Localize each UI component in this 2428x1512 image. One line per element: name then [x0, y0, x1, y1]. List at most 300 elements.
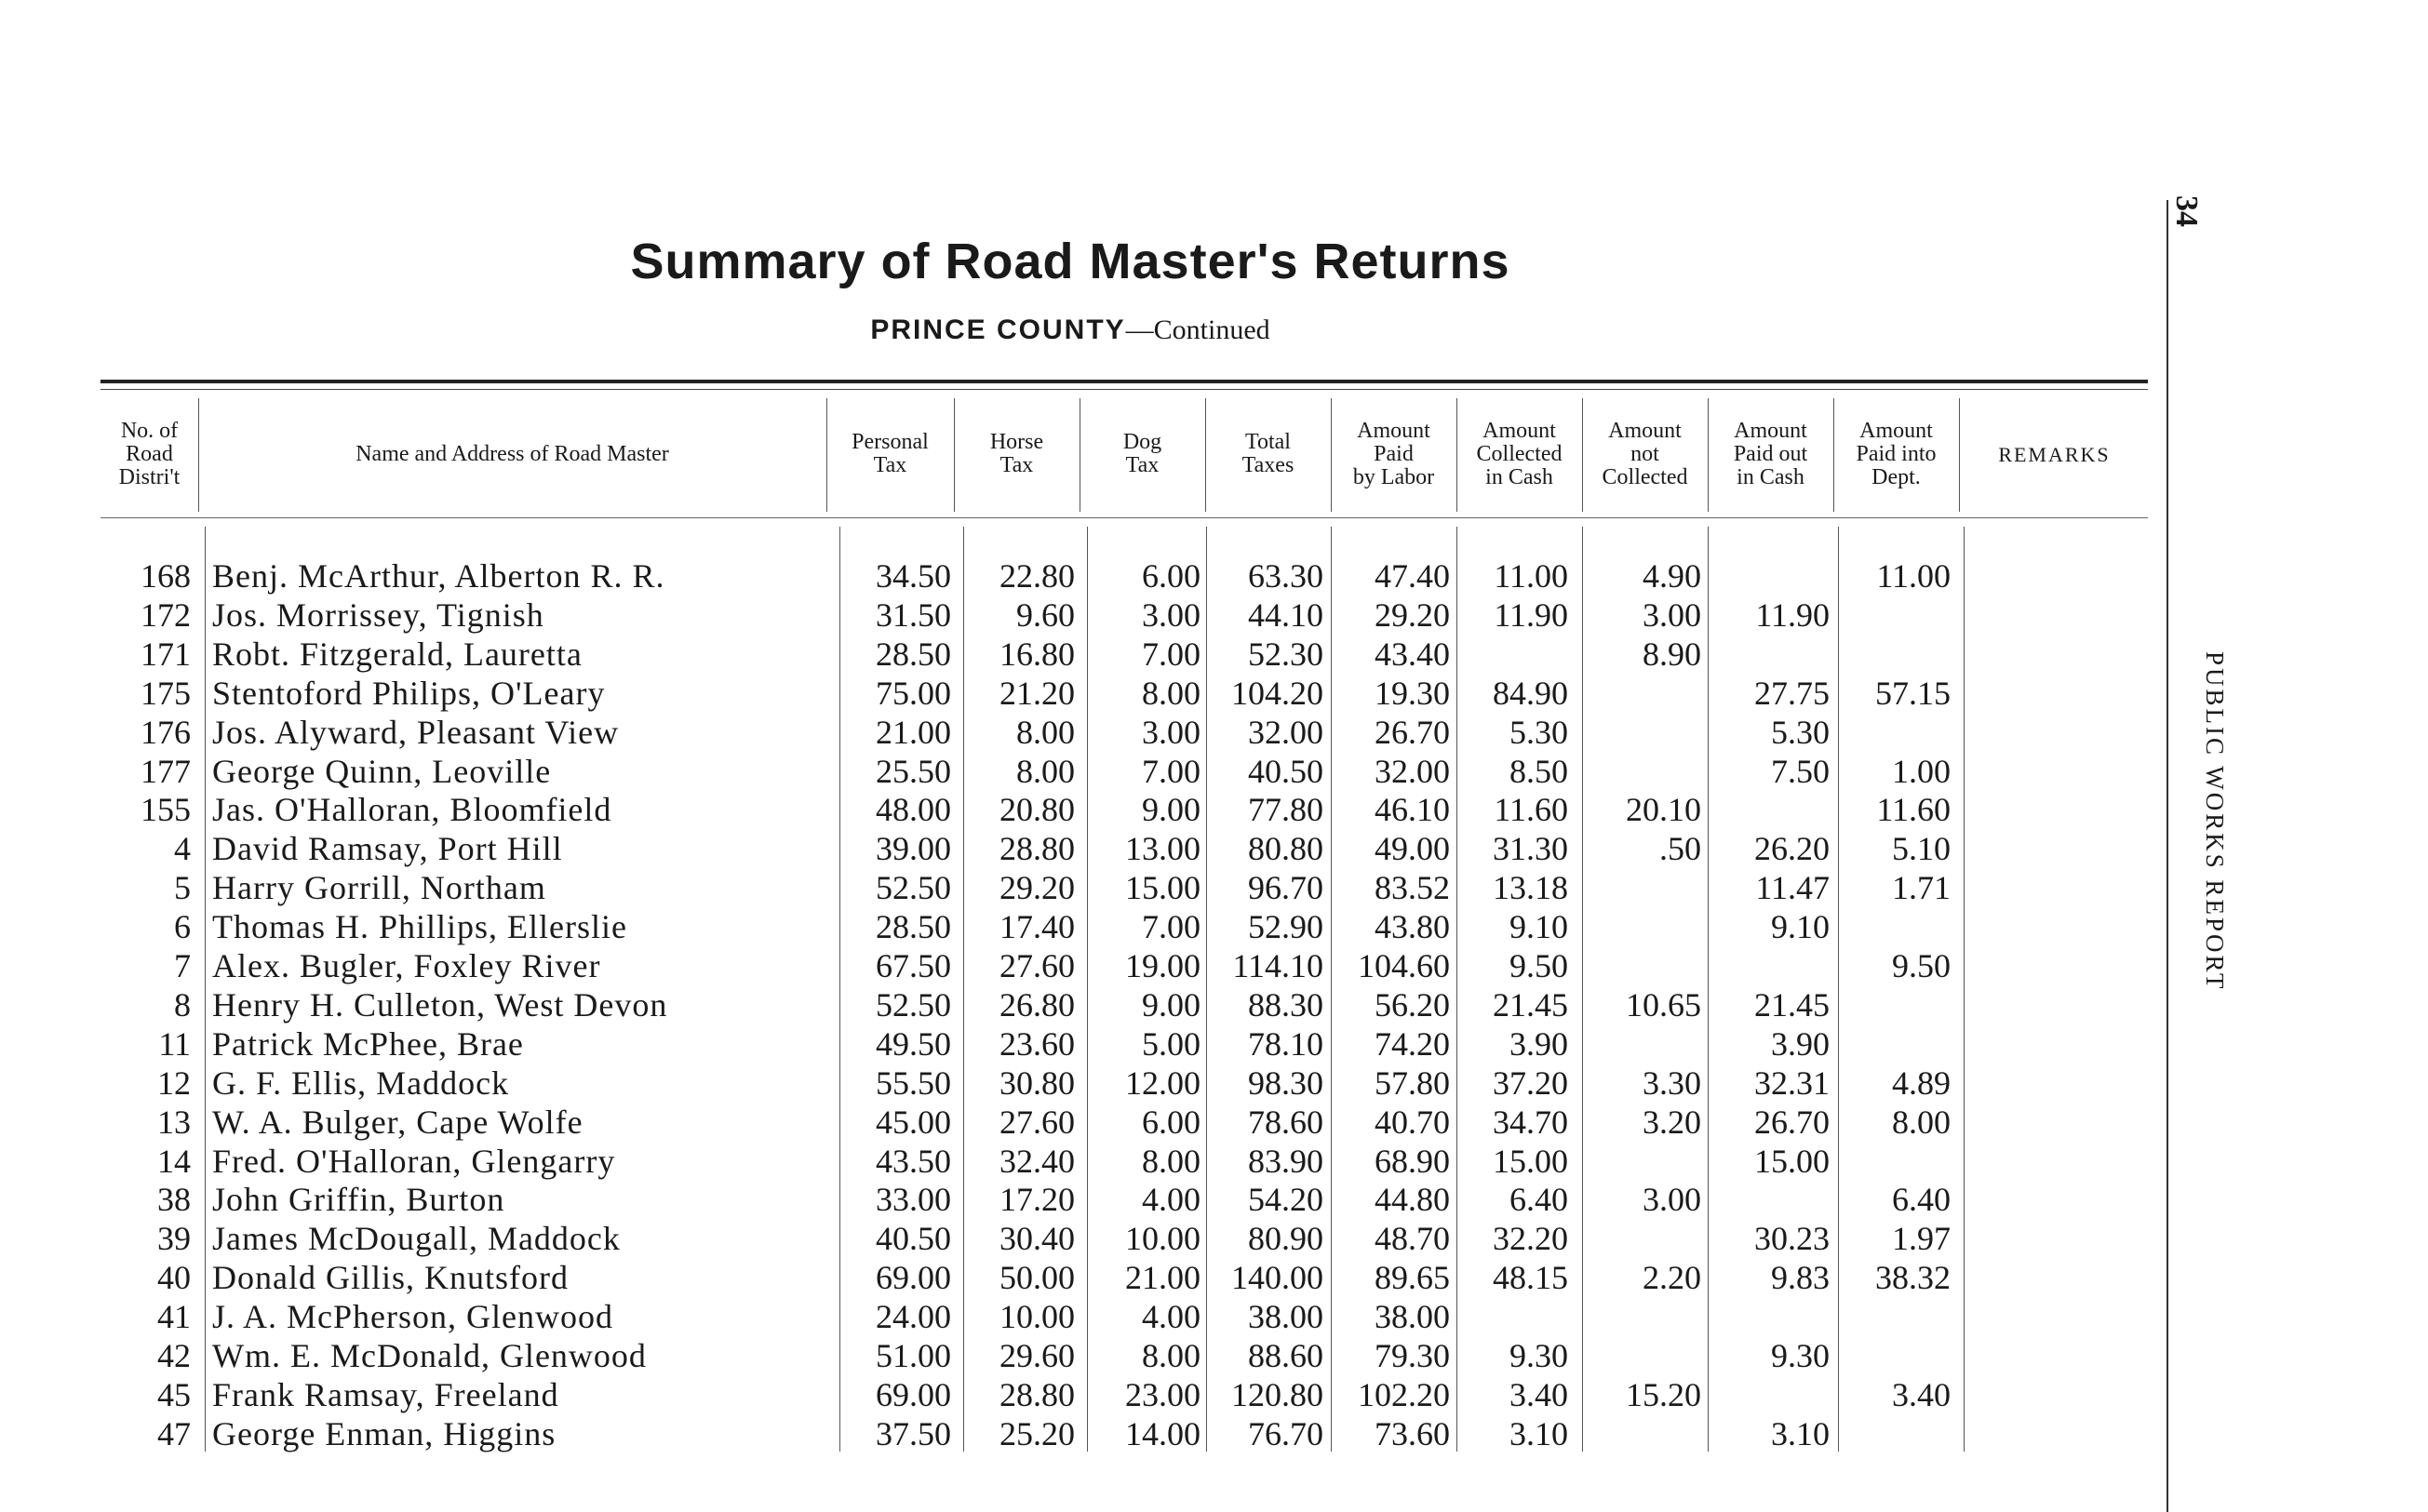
dog-tax: 23.00	[1125, 1375, 1201, 1413]
paid-by-labor: 44.80	[1375, 1181, 1450, 1219]
road-district-number: 38	[157, 1181, 191, 1219]
paid-by-labor: 43.80	[1375, 908, 1450, 946]
road-district-number: 172	[141, 595, 191, 634]
table-row	[0, 868, 2166, 907]
not-collected: 20.10	[1626, 791, 1701, 829]
header-column-divider	[1456, 398, 1457, 512]
paid-out-in-cash: 9.10	[1771, 908, 1830, 946]
road-district-number: 5	[174, 869, 191, 907]
horse-tax: 25.20	[999, 1414, 1075, 1452]
road-master-name: Jas. O'Halloran, Bloomfield	[212, 791, 612, 829]
road-district-number: 171	[141, 635, 191, 673]
total-taxes: 52.90	[1248, 908, 1323, 946]
paid-out-in-cash: 5.30	[1771, 713, 1830, 751]
total-taxes: 77.80	[1248, 791, 1323, 829]
table-row	[0, 1219, 2166, 1258]
collected-in-cash: 13.18	[1493, 869, 1568, 907]
personal-tax: 55.50	[876, 1064, 951, 1102]
road-master-name: George Quinn, Leoville	[212, 752, 552, 790]
paid-by-labor: 104.60	[1358, 947, 1450, 984]
table-row	[0, 556, 2166, 595]
total-taxes: 80.80	[1248, 830, 1323, 868]
horse-tax: 10.00	[999, 1298, 1075, 1336]
total-taxes: 63.30	[1248, 557, 1323, 595]
dog-tax: 5.00	[1142, 1024, 1201, 1063]
dog-tax: 14.00	[1125, 1414, 1201, 1452]
subtitle	[0, 314, 2140, 346]
horse-tax: 21.20	[999, 674, 1075, 712]
road-master-name: Jos. Alyward, Pleasant View	[212, 713, 620, 751]
collected-in-cash: 11.60	[1494, 791, 1568, 829]
paid-by-labor: 43.40	[1375, 635, 1450, 673]
paid-by-labor: 46.10	[1375, 791, 1450, 829]
horse-tax: 30.40	[999, 1220, 1075, 1258]
road-master-name: Patrick McPhee, Brae	[212, 1024, 524, 1063]
total-taxes: 98.30	[1248, 1064, 1323, 1102]
header-column-divider	[826, 398, 827, 512]
table-row	[0, 595, 2166, 635]
total-taxes: 38.00	[1248, 1298, 1323, 1336]
paid-by-labor: 49.00	[1375, 830, 1450, 868]
table-row	[0, 946, 2166, 985]
personal-tax: 69.00	[876, 1375, 951, 1413]
header-column-divider	[1582, 398, 1583, 512]
horse-tax: 8.00	[1016, 752, 1075, 790]
table-row	[0, 752, 2166, 791]
table-row	[0, 1103, 2166, 1142]
road-district-number: 41	[157, 1298, 191, 1336]
road-master-name: Stentoford Philips, O'Leary	[212, 674, 606, 712]
paid-into-dept: 57.15	[1875, 674, 1951, 712]
horse-tax: 28.80	[999, 830, 1075, 868]
personal-tax: 28.50	[876, 908, 951, 946]
paid-into-dept: 38.32	[1875, 1259, 1951, 1297]
paid-into-dept: 9.50	[1892, 947, 1951, 984]
paid-out-in-cash: 9.30	[1771, 1337, 1830, 1374]
dog-tax: 13.00	[1125, 830, 1201, 868]
col-paid-by-labor: Amount Paid by Labor	[1352, 418, 1435, 489]
road-district-number: 12	[157, 1064, 191, 1102]
personal-tax: 43.50	[876, 1142, 951, 1180]
paid-into-dept	[1843, 713, 1951, 752]
paid-into-dept: 1.00	[1892, 752, 1951, 790]
horse-tax: 16.80	[999, 635, 1075, 673]
horse-tax: 20.80	[999, 791, 1075, 829]
horse-tax: 17.20	[999, 1181, 1075, 1219]
paid-into-dept	[1843, 1142, 1951, 1181]
paid-into-dept	[1843, 985, 1951, 1024]
paid-by-labor: 74.20	[1375, 1024, 1450, 1063]
road-master-name: J. A. McPherson, Glenwood	[212, 1298, 613, 1336]
table-row	[0, 1142, 2166, 1181]
not-collected: 10.65	[1626, 985, 1701, 1024]
total-taxes: 52.30	[1248, 635, 1323, 673]
paid-out-in-cash	[1717, 946, 1830, 985]
paid-out-in-cash: 32.31	[1754, 1064, 1830, 1102]
collected-in-cash: 6.40	[1509, 1181, 1568, 1219]
paid-by-labor: 57.80	[1375, 1064, 1450, 1102]
horse-tax: 22.80	[999, 557, 1075, 595]
dog-tax: 8.00	[1142, 1142, 1201, 1180]
paid-into-dept: 8.00	[1892, 1103, 1951, 1141]
personal-tax: 21.00	[876, 713, 951, 751]
header-column-divider	[1833, 398, 1834, 512]
collected-in-cash: 21.45	[1493, 985, 1568, 1024]
dog-tax: 10.00	[1125, 1220, 1201, 1258]
paid-out-in-cash	[1717, 556, 1830, 595]
collected-in-cash: 11.90	[1494, 595, 1568, 634]
paid-by-labor: 48.70	[1375, 1220, 1450, 1258]
dog-tax: 4.00	[1142, 1181, 1201, 1219]
paid-into-dept	[1843, 635, 1951, 674]
road-district-number: 47	[157, 1414, 191, 1452]
collected-in-cash: 84.90	[1493, 674, 1568, 712]
column-header-rule	[101, 517, 2148, 518]
paid-into-dept: 11.00	[1876, 557, 1951, 595]
personal-tax: 48.00	[876, 791, 951, 829]
col-total-taxes: Total Taxes	[1241, 430, 1294, 477]
road-district-number: 168	[141, 557, 191, 595]
road-master-name: G. F. Ellis, Maddock	[212, 1064, 510, 1102]
road-master-name: John Griffin, Burton	[212, 1181, 505, 1219]
paid-out-in-cash	[1717, 1297, 1830, 1336]
dog-tax: 12.00	[1125, 1064, 1201, 1102]
paid-by-labor: 56.20	[1375, 985, 1450, 1024]
dog-tax: 21.00	[1125, 1259, 1201, 1297]
not-collected	[1593, 1142, 1701, 1181]
road-master-name: Harry Gorrill, Northam	[212, 869, 546, 907]
total-taxes: 40.50	[1248, 752, 1323, 790]
not-collected: 8.90	[1643, 635, 1701, 673]
road-district-number: 42	[157, 1337, 191, 1374]
table-row	[0, 907, 2166, 946]
collected-in-cash: 37.20	[1493, 1064, 1568, 1102]
paid-into-dept: 3.40	[1892, 1375, 1951, 1413]
table-row	[0, 1414, 2166, 1453]
road-district-number: 155	[141, 791, 191, 829]
not-collected: 3.20	[1643, 1103, 1701, 1141]
total-taxes: 78.10	[1248, 1024, 1323, 1063]
total-taxes: 96.70	[1248, 869, 1323, 907]
paid-into-dept: 6.40	[1892, 1181, 1951, 1219]
road-master-name: Donald Gillis, Knutsford	[212, 1259, 569, 1297]
collected-in-cash: 34.70	[1493, 1103, 1568, 1141]
table-row	[0, 1064, 2166, 1103]
road-master-name: W. A. Bulger, Cape Wolfe	[212, 1103, 584, 1141]
road-district-number: 177	[141, 752, 191, 790]
road-district-number: 45	[157, 1375, 191, 1413]
col-horse-tax: Horse Tax	[989, 430, 1044, 477]
paid-out-in-cash: 9.83	[1771, 1259, 1830, 1297]
table-row	[0, 1336, 2166, 1375]
road-district-number: 8	[174, 985, 191, 1024]
personal-tax: 69.00	[876, 1259, 951, 1297]
paid-out-in-cash: 26.70	[1754, 1103, 1830, 1141]
paid-by-labor: 68.90	[1375, 1142, 1450, 1180]
horse-tax: 30.80	[999, 1064, 1075, 1102]
road-district-number: 6	[174, 908, 191, 946]
horse-tax: 50.00	[999, 1259, 1075, 1297]
paid-by-labor: 32.00	[1375, 752, 1450, 790]
horse-tax: 26.80	[999, 985, 1075, 1024]
road-district-number: 4	[174, 830, 191, 868]
dog-tax: 4.00	[1142, 1298, 1201, 1336]
paid-into-dept: 11.60	[1876, 791, 1951, 829]
personal-tax: 75.00	[876, 674, 951, 712]
horse-tax: 27.60	[999, 947, 1075, 984]
table-row	[0, 1024, 2166, 1064]
paid-into-dept: 1.97	[1892, 1220, 1951, 1258]
col-collected-in-cash: Amount Collected in Cash	[1476, 418, 1563, 489]
total-taxes: 76.70	[1248, 1414, 1323, 1452]
paid-out-in-cash	[1717, 1180, 1830, 1219]
horse-tax: 27.60	[999, 1103, 1075, 1141]
personal-tax: 51.00	[876, 1337, 951, 1374]
col-name-address: Name and Address of Road Master	[355, 441, 669, 466]
dog-tax: 19.00	[1125, 947, 1201, 984]
dog-tax: 15.00	[1125, 869, 1201, 907]
horse-tax: 17.40	[999, 908, 1075, 946]
paid-into-dept: 5.10	[1892, 830, 1951, 868]
total-taxes: 120.80	[1231, 1375, 1323, 1413]
total-taxes: 54.20	[1248, 1181, 1323, 1219]
dog-tax: 3.00	[1142, 595, 1201, 634]
running-head: PUBLIC WORKS REPORT	[2201, 651, 2229, 992]
col-dog-tax: Dog Tax	[1122, 430, 1162, 477]
road-district-number: 13	[157, 1103, 191, 1141]
collected-in-cash: 11.00	[1494, 557, 1568, 595]
horse-tax: 9.60	[1016, 595, 1075, 634]
road-district-number: 14	[157, 1142, 191, 1180]
paid-out-in-cash: 15.00	[1754, 1142, 1830, 1180]
total-taxes: 80.90	[1248, 1220, 1323, 1258]
paid-out-in-cash	[1717, 790, 1830, 829]
dog-tax: 8.00	[1142, 1337, 1201, 1374]
road-district-number: 176	[141, 713, 191, 751]
not-collected: 2.20	[1643, 1259, 1701, 1297]
col-road-district: No. of Road Distri't	[118, 418, 181, 489]
road-master-name: George Enman, Higgins	[212, 1414, 557, 1452]
header-rule-thick	[101, 380, 2148, 383]
personal-tax: 33.00	[876, 1181, 951, 1219]
dog-tax: 7.00	[1142, 635, 1201, 673]
collected-in-cash: 3.90	[1509, 1024, 1568, 1063]
total-taxes: 140.00	[1231, 1259, 1323, 1297]
header-column-divider	[1959, 398, 1960, 512]
collected-in-cash: 31.30	[1493, 830, 1568, 868]
road-district-number: 39	[157, 1220, 191, 1258]
personal-tax: 52.50	[876, 869, 951, 907]
not-collected: 3.00	[1643, 595, 1701, 634]
continued-label: —Continued	[1125, 314, 1270, 345]
header-column-divider	[1331, 398, 1332, 512]
personal-tax: 40.50	[876, 1220, 951, 1258]
road-district-number: 40	[157, 1259, 191, 1297]
paid-out-in-cash: 26.20	[1754, 830, 1830, 868]
total-taxes: 83.90	[1248, 1142, 1323, 1180]
collected-in-cash: 9.50	[1509, 947, 1568, 984]
paid-into-dept	[1843, 1336, 1951, 1375]
dog-tax: 7.00	[1142, 752, 1201, 790]
personal-tax: 49.50	[876, 1024, 951, 1063]
collected-in-cash: 48.15	[1493, 1259, 1568, 1297]
collected-in-cash	[1466, 635, 1568, 674]
horse-tax: 29.20	[999, 869, 1075, 907]
table-row	[0, 713, 2166, 752]
road-master-name: Wm. E. McDonald, Glenwood	[212, 1337, 647, 1374]
paid-by-labor: 73.60	[1375, 1414, 1450, 1452]
page-title: Summary of Road Master's Returns	[630, 234, 1510, 289]
paid-out-in-cash: 3.90	[1771, 1024, 1830, 1063]
paid-by-labor: 40.70	[1375, 1103, 1450, 1141]
paid-by-labor: 83.52	[1375, 869, 1450, 907]
road-district-number: 7	[174, 947, 191, 984]
road-master-name: Benj. McArthur, Alberton R. R.	[212, 557, 665, 595]
paid-into-dept: 4.89	[1892, 1064, 1951, 1102]
not-collected	[1593, 868, 1701, 907]
dog-tax: 8.00	[1142, 674, 1201, 712]
personal-tax: 28.50	[876, 635, 951, 673]
road-district-number: 11	[158, 1024, 191, 1063]
table-row	[0, 1297, 2166, 1336]
paid-by-labor: 29.20	[1375, 595, 1450, 634]
horse-tax: 8.00	[1016, 713, 1075, 751]
total-taxes: 104.20	[1231, 674, 1323, 712]
table-row	[0, 1180, 2166, 1219]
paid-out-in-cash	[1717, 1375, 1830, 1414]
road-master-name: Frank Ramsay, Freeland	[212, 1375, 559, 1413]
road-master-name: Robt. Fitzgerald, Lauretta	[212, 635, 583, 673]
table-row	[0, 635, 2166, 674]
dog-tax: 6.00	[1142, 557, 1201, 595]
collected-in-cash	[1466, 1297, 1568, 1336]
dog-tax: 3.00	[1142, 713, 1201, 751]
total-taxes: 44.10	[1248, 595, 1323, 634]
personal-tax: 67.50	[876, 947, 951, 984]
col-personal-tax: Personal Tax	[852, 430, 929, 477]
total-taxes: 114.10	[1232, 947, 1323, 984]
not-collected	[1593, 1336, 1701, 1375]
not-collected	[1593, 1414, 1701, 1453]
paid-out-in-cash: 7.50	[1771, 752, 1830, 790]
paid-by-labor: 38.00	[1375, 1298, 1450, 1336]
paid-out-in-cash: 30.23	[1754, 1220, 1830, 1258]
road-master-name: Alex. Bugler, Foxley River	[212, 947, 601, 984]
table-row	[0, 1375, 2166, 1414]
paid-into-dept	[1843, 1024, 1951, 1064]
paid-into-dept	[1843, 907, 1951, 946]
header-rule-thin	[101, 389, 2148, 390]
paid-out-in-cash: 11.90	[1755, 595, 1830, 634]
not-collected: 15.20	[1626, 1375, 1701, 1413]
not-collected	[1593, 674, 1701, 713]
header-column-divider	[1205, 398, 1206, 512]
page-number: 34	[2169, 195, 2204, 227]
col-remarks: REMARKS	[1998, 442, 2111, 466]
not-collected	[1593, 1297, 1701, 1336]
personal-tax: 37.50	[876, 1414, 951, 1452]
paid-by-labor: 102.20	[1358, 1375, 1450, 1413]
table-row	[0, 790, 2166, 829]
road-master-name: David Ramsay, Port Hill	[212, 830, 563, 868]
not-collected	[1593, 713, 1701, 752]
header-column-divider	[954, 398, 955, 512]
not-collected: 3.30	[1643, 1064, 1701, 1102]
personal-tax: 39.00	[876, 830, 951, 868]
total-taxes: 32.00	[1248, 713, 1323, 751]
dog-tax: 9.00	[1142, 985, 1201, 1024]
paid-out-in-cash: 3.10	[1771, 1414, 1830, 1452]
header-column-divider	[198, 398, 199, 512]
paid-by-labor: 79.30	[1375, 1337, 1450, 1374]
horse-tax: 32.40	[999, 1142, 1075, 1180]
not-collected	[1593, 752, 1701, 791]
col-paid-out-in-cash: Amount Paid out in Cash	[1733, 418, 1808, 489]
road-district-number: 175	[141, 674, 191, 712]
paid-by-labor: 19.30	[1375, 674, 1450, 712]
collected-in-cash: 9.10	[1509, 908, 1568, 946]
horse-tax: 23.60	[999, 1024, 1075, 1063]
table-row	[0, 674, 2166, 713]
collected-in-cash: 3.40	[1509, 1375, 1568, 1413]
personal-tax: 25.50	[876, 752, 951, 790]
collected-in-cash: 9.30	[1509, 1337, 1568, 1374]
personal-tax: 34.50	[876, 557, 951, 595]
paid-out-in-cash: 27.75	[1754, 674, 1830, 712]
paid-by-labor: 89.65	[1375, 1259, 1450, 1297]
not-collected: .50	[1659, 830, 1701, 868]
paid-into-dept	[1843, 1414, 1951, 1453]
paid-by-labor: 26.70	[1375, 713, 1450, 751]
paid-out-in-cash: 21.45	[1754, 985, 1830, 1024]
road-master-name: Thomas H. Phillips, Ellerslie	[212, 908, 627, 946]
dog-tax: 9.00	[1142, 791, 1201, 829]
not-collected	[1593, 1219, 1701, 1258]
header-column-divider	[1708, 398, 1709, 512]
paid-by-labor: 47.40	[1375, 557, 1450, 595]
table-row	[0, 829, 2166, 868]
personal-tax: 24.00	[876, 1298, 951, 1336]
total-taxes: 78.60	[1248, 1103, 1323, 1141]
road-master-name: Jos. Morrissey, Tignish	[212, 595, 544, 634]
dog-tax: 7.00	[1142, 908, 1201, 946]
horse-tax: 28.80	[999, 1375, 1075, 1413]
col-not-collected: Amount not Collected	[1602, 418, 1688, 489]
paid-into-dept	[1843, 1297, 1951, 1336]
road-master-name: James McDougall, Maddock	[212, 1220, 621, 1258]
not-collected	[1593, 946, 1701, 985]
horse-tax: 29.60	[999, 1337, 1075, 1374]
not-collected	[1593, 907, 1701, 946]
collected-in-cash: 15.00	[1493, 1142, 1568, 1180]
total-taxes: 88.60	[1248, 1337, 1323, 1374]
collected-in-cash: 5.30	[1509, 713, 1568, 751]
col-paid-into-dept: Amount Paid into Dept.	[1856, 418, 1937, 489]
county-name: PRINCE COUNTY	[870, 314, 1126, 345]
table-row	[0, 1258, 2166, 1297]
table-row	[0, 985, 2166, 1024]
personal-tax: 52.50	[876, 985, 951, 1024]
not-collected: 3.00	[1643, 1181, 1701, 1219]
collected-in-cash: 3.10	[1509, 1414, 1568, 1452]
road-master-name: Fred. O'Halloran, Glengarry	[212, 1142, 616, 1180]
not-collected	[1593, 1024, 1701, 1064]
personal-tax: 31.50	[876, 595, 951, 634]
total-taxes: 88.30	[1248, 985, 1323, 1024]
not-collected: 4.90	[1643, 557, 1701, 595]
paid-into-dept	[1843, 595, 1951, 635]
personal-tax: 45.00	[876, 1103, 951, 1141]
